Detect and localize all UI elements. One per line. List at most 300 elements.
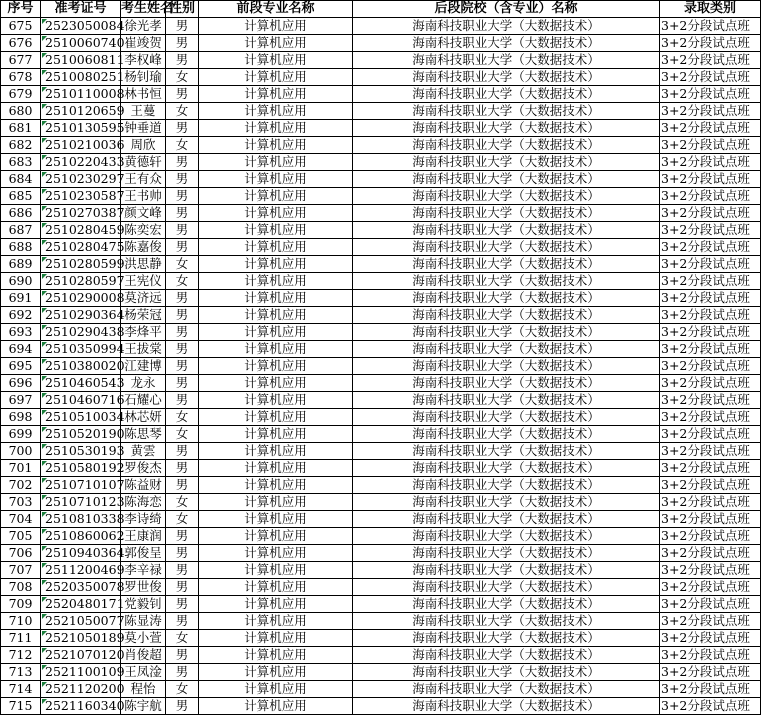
gender-cell: 男: [166, 358, 199, 375]
student-name-cell: 王凤淦: [121, 664, 166, 681]
row-index-cell: 708: [1, 579, 41, 596]
gender-cell: 女: [166, 256, 199, 273]
front-major-cell: 计算机应用: [199, 698, 353, 715]
gender-cell: 男: [166, 460, 199, 477]
gender-cell: 女: [166, 681, 199, 698]
table-row: [1, 375, 761, 392]
school-cell: 海南科技职业大学（大数据技术）: [353, 613, 660, 630]
student-name-cell: 李辛禄: [121, 562, 166, 579]
table-row: [1, 290, 761, 307]
row-index-cell: 714: [1, 681, 41, 698]
gender-cell: 男: [166, 562, 199, 579]
student-name-cell: 江建博: [121, 358, 166, 375]
exam-number-cell: 2521050077: [41, 613, 121, 630]
student-name-cell: 陈思琴: [121, 426, 166, 443]
front-major-cell: 计算机应用: [199, 239, 353, 256]
gender-cell: 女: [166, 273, 199, 290]
gender-cell: 男: [166, 171, 199, 188]
row-index-cell: 706: [1, 545, 41, 562]
exam-number-cell: 2510810338: [41, 511, 121, 528]
school-cell: 海南科技职业大学（大数据技术）: [353, 324, 660, 341]
category-cell: 3+2分段试点班: [660, 86, 761, 103]
category-cell: 3+2分段试点班: [660, 630, 761, 647]
front-major-cell: 计算机应用: [199, 613, 353, 630]
school-cell: 海南科技职业大学（大数据技术）: [353, 256, 660, 273]
table-row: [1, 171, 761, 188]
category-cell: 3+2分段试点班: [660, 256, 761, 273]
row-index-cell: 711: [1, 630, 41, 647]
school-cell: 海南科技职业大学（大数据技术）: [353, 188, 660, 205]
table-row: [1, 341, 761, 358]
school-cell: 海南科技职业大学（大数据技术）: [353, 171, 660, 188]
school-cell: 海南科技职业大学（大数据技术）: [353, 545, 660, 562]
row-index-cell: 700: [1, 443, 41, 460]
table-row: [1, 18, 761, 35]
gender-cell: 男: [166, 120, 199, 137]
col-gender-header: 性别: [166, 1, 199, 18]
gender-cell: 男: [166, 341, 199, 358]
exam-number-cell: 2510120659: [41, 103, 121, 120]
exam-number-cell: 2510380020: [41, 358, 121, 375]
front-major-cell: 计算机应用: [199, 681, 353, 698]
row-index-cell: 705: [1, 528, 41, 545]
header-row: [1, 1, 761, 18]
student-name-cell: 黄雲: [121, 443, 166, 460]
row-index-cell: 680: [1, 103, 41, 120]
gender-cell: 女: [166, 409, 199, 426]
exam-number-cell: 2510520190: [41, 426, 121, 443]
gender-cell: 男: [166, 35, 199, 52]
table-row: [1, 460, 761, 477]
row-index-cell: 695: [1, 358, 41, 375]
table-row: [1, 528, 761, 545]
category-cell: 3+2分段试点班: [660, 137, 761, 154]
school-cell: 海南科技职业大学（大数据技术）: [353, 477, 660, 494]
gender-cell: 男: [166, 579, 199, 596]
front-major-cell: 计算机应用: [199, 579, 353, 596]
table-row: [1, 681, 761, 698]
student-name-cell: 罗世俊: [121, 579, 166, 596]
student-name-cell: 洪思静: [121, 256, 166, 273]
gender-cell: 女: [166, 103, 199, 120]
front-major-cell: 计算机应用: [199, 52, 353, 69]
table-row: [1, 596, 761, 613]
row-index-cell: 707: [1, 562, 41, 579]
exam-number-cell: 2510280475: [41, 239, 121, 256]
category-cell: 3+2分段试点班: [660, 562, 761, 579]
exam-number-cell: 2520350078: [41, 579, 121, 596]
category-cell: 3+2分段试点班: [660, 69, 761, 86]
table-row: [1, 630, 761, 647]
gender-cell: 男: [166, 205, 199, 222]
front-major-cell: 计算机应用: [199, 630, 353, 647]
front-major-cell: 计算机应用: [199, 409, 353, 426]
table-row: [1, 222, 761, 239]
student-name-cell: 程怡: [121, 681, 166, 698]
table-row: [1, 494, 761, 511]
student-name-cell: 肖俊超: [121, 647, 166, 664]
student-name-cell: 李权峰: [121, 52, 166, 69]
student-name-cell: 莫济远: [121, 290, 166, 307]
front-major-cell: 计算机应用: [199, 137, 353, 154]
exam-number-cell: 2510290008: [41, 290, 121, 307]
category-cell: 3+2分段试点班: [660, 375, 761, 392]
front-major-cell: 计算机应用: [199, 120, 353, 137]
exam-number-cell: 2521050189: [41, 630, 121, 647]
school-cell: 海南科技职业大学（大数据技术）: [353, 86, 660, 103]
exam-number-cell: 2523050084: [41, 18, 121, 35]
gender-cell: 女: [166, 69, 199, 86]
category-cell: 3+2分段试点班: [660, 664, 761, 681]
school-cell: 海南科技职业大学（大数据技术）: [353, 222, 660, 239]
student-name-cell: 李诗绮: [121, 511, 166, 528]
gender-cell: 男: [166, 239, 199, 256]
table-row: [1, 358, 761, 375]
category-cell: 3+2分段试点班: [660, 392, 761, 409]
gender-cell: 女: [166, 511, 199, 528]
student-name-cell: 王书帅: [121, 188, 166, 205]
category-cell: 3+2分段试点班: [660, 222, 761, 239]
school-cell: 海南科技职业大学（大数据技术）: [353, 392, 660, 409]
school-cell: 海南科技职业大学（大数据技术）: [353, 18, 660, 35]
exam-number-cell: 2510460716: [41, 392, 121, 409]
student-name-cell: 周欣: [121, 137, 166, 154]
col-front-major-header: 前段专业名称: [199, 1, 353, 18]
front-major-cell: 计算机应用: [199, 18, 353, 35]
table-row: [1, 307, 761, 324]
school-cell: 海南科技职业大学（大数据技术）: [353, 120, 660, 137]
school-cell: 海南科技职业大学（大数据技术）: [353, 273, 660, 290]
category-cell: 3+2分段试点班: [660, 494, 761, 511]
row-index-cell: 684: [1, 171, 41, 188]
school-cell: 海南科技职业大学（大数据技术）: [353, 460, 660, 477]
category-cell: 3+2分段试点班: [660, 103, 761, 120]
table-row: [1, 69, 761, 86]
school-cell: 海南科技职业大学（大数据技术）: [353, 103, 660, 120]
front-major-cell: 计算机应用: [199, 188, 353, 205]
table-row: [1, 188, 761, 205]
front-major-cell: 计算机应用: [199, 273, 353, 290]
school-cell: 海南科技职业大学（大数据技术）: [353, 698, 660, 715]
school-cell: 海南科技职业大学（大数据技术）: [353, 375, 660, 392]
category-cell: 3+2分段试点班: [660, 545, 761, 562]
row-index-cell: 694: [1, 341, 41, 358]
gender-cell: 男: [166, 545, 199, 562]
table-row: [1, 443, 761, 460]
category-cell: 3+2分段试点班: [660, 171, 761, 188]
gender-cell: 女: [166, 494, 199, 511]
front-major-cell: 计算机应用: [199, 477, 353, 494]
category-cell: 3+2分段试点班: [660, 290, 761, 307]
exam-number-cell: 2510280597: [41, 273, 121, 290]
row-index-cell: 713: [1, 664, 41, 681]
student-name-cell: 王康润: [121, 528, 166, 545]
front-major-cell: 计算机应用: [199, 528, 353, 545]
exam-number-cell: 2510060811: [41, 52, 121, 69]
table-row: [1, 392, 761, 409]
exam-number-cell: 2510080251: [41, 69, 121, 86]
row-index-cell: 689: [1, 256, 41, 273]
category-cell: 3+2分段试点班: [660, 443, 761, 460]
school-cell: 海南科技职业大学（大数据技术）: [353, 494, 660, 511]
exam-number-cell: 2510860062: [41, 528, 121, 545]
category-cell: 3+2分段试点班: [660, 681, 761, 698]
front-major-cell: 计算机应用: [199, 426, 353, 443]
table-row: [1, 154, 761, 171]
exam-number-cell: 2510230297: [41, 171, 121, 188]
row-index-cell: 686: [1, 205, 41, 222]
gender-cell: 男: [166, 664, 199, 681]
exam-number-cell: 2510350994: [41, 341, 121, 358]
table-row: [1, 256, 761, 273]
table-row: [1, 579, 761, 596]
category-cell: 3+2分段试点班: [660, 120, 761, 137]
col-index-header: 序号: [1, 1, 41, 18]
category-cell: 3+2分段试点班: [660, 426, 761, 443]
table-header: [1, 1, 761, 18]
exam-number-cell: 2521100109: [41, 664, 121, 681]
student-name-cell: 陈奕宏: [121, 222, 166, 239]
student-name-cell: 林芯妍: [121, 409, 166, 426]
table-row: [1, 698, 761, 715]
exam-number-cell: 2521160340: [41, 698, 121, 715]
front-major-cell: 计算机应用: [199, 103, 353, 120]
row-index-cell: 693: [1, 324, 41, 341]
student-name-cell: 陈益财: [121, 477, 166, 494]
category-cell: 3+2分段试点班: [660, 52, 761, 69]
gender-cell: 男: [166, 222, 199, 239]
student-name-cell: 陈宇航: [121, 698, 166, 715]
student-name-cell: 钟垂道: [121, 120, 166, 137]
school-cell: 海南科技职业大学（大数据技术）: [353, 69, 660, 86]
school-cell: 海南科技职业大学（大数据技术）: [353, 35, 660, 52]
exam-number-cell: 2510210036: [41, 137, 121, 154]
student-name-cell: 杨钊瑜: [121, 69, 166, 86]
row-index-cell: 682: [1, 137, 41, 154]
school-cell: 海南科技职业大学（大数据技术）: [353, 528, 660, 545]
exam-number-cell: 2510230587: [41, 188, 121, 205]
category-cell: 3+2分段试点班: [660, 358, 761, 375]
category-cell: 3+2分段试点班: [660, 409, 761, 426]
row-index-cell: 683: [1, 154, 41, 171]
row-index-cell: 715: [1, 698, 41, 715]
row-index-cell: 703: [1, 494, 41, 511]
gender-cell: 男: [166, 528, 199, 545]
exam-number-cell: 2520480171: [41, 596, 121, 613]
exam-number-cell: 2510460543: [41, 375, 121, 392]
gender-cell: 女: [166, 630, 199, 647]
school-cell: 海南科技职业大学（大数据技术）: [353, 664, 660, 681]
exam-number-cell: 2510110008: [41, 86, 121, 103]
exam-number-cell: 2510710107: [41, 477, 121, 494]
exam-number-cell: 2510940364: [41, 545, 121, 562]
front-major-cell: 计算机应用: [199, 358, 353, 375]
exam-number-cell: 2510280459: [41, 222, 121, 239]
student-name-cell: 陈显涛: [121, 613, 166, 630]
front-major-cell: 计算机应用: [199, 392, 353, 409]
category-cell: 3+2分段试点班: [660, 596, 761, 613]
front-major-cell: 计算机应用: [199, 511, 353, 528]
table-row: [1, 545, 761, 562]
table-row: [1, 273, 761, 290]
front-major-cell: 计算机应用: [199, 375, 353, 392]
row-index-cell: 712: [1, 647, 41, 664]
student-name-cell: 王拔棠: [121, 341, 166, 358]
table-row: [1, 613, 761, 630]
category-cell: 3+2分段试点班: [660, 273, 761, 290]
exam-number-cell: 2521070120: [41, 647, 121, 664]
school-cell: 海南科技职业大学（大数据技术）: [353, 409, 660, 426]
front-major-cell: 计算机应用: [199, 154, 353, 171]
category-cell: 3+2分段试点班: [660, 460, 761, 477]
category-cell: 3+2分段试点班: [660, 698, 761, 715]
gender-cell: 男: [166, 307, 199, 324]
exam-number-cell: 2510580192: [41, 460, 121, 477]
gender-cell: 男: [166, 698, 199, 715]
exam-number-cell: 2521120200: [41, 681, 121, 698]
front-major-cell: 计算机应用: [199, 290, 353, 307]
gender-cell: 女: [166, 137, 199, 154]
student-name-cell: 徐光孝: [121, 18, 166, 35]
front-major-cell: 计算机应用: [199, 494, 353, 511]
row-index-cell: 691: [1, 290, 41, 307]
category-cell: 3+2分段试点班: [660, 528, 761, 545]
front-major-cell: 计算机应用: [199, 341, 353, 358]
gender-cell: 男: [166, 477, 199, 494]
table-row: [1, 120, 761, 137]
exam-number-cell: 2511200469: [41, 562, 121, 579]
category-cell: 3+2分段试点班: [660, 579, 761, 596]
gender-cell: 男: [166, 647, 199, 664]
table-row: [1, 52, 761, 69]
row-index-cell: 675: [1, 18, 41, 35]
front-major-cell: 计算机应用: [199, 171, 353, 188]
exam-number-cell: 2510290438: [41, 324, 121, 341]
table-row: [1, 239, 761, 256]
table-row: [1, 137, 761, 154]
row-index-cell: 702: [1, 477, 41, 494]
row-index-cell: 699: [1, 426, 41, 443]
school-cell: 海南科技职业大学（大数据技术）: [353, 681, 660, 698]
gender-cell: 男: [166, 392, 199, 409]
table-row: [1, 205, 761, 222]
category-cell: 3+2分段试点班: [660, 188, 761, 205]
front-major-cell: 计算机应用: [199, 307, 353, 324]
front-major-cell: 计算机应用: [199, 86, 353, 103]
student-name-cell: 黄德轩: [121, 154, 166, 171]
col-exam-number-header: 准考证号: [41, 1, 121, 18]
category-cell: 3+2分段试点班: [660, 511, 761, 528]
table-row: [1, 511, 761, 528]
student-name-cell: 杨荣冠: [121, 307, 166, 324]
school-cell: 海南科技职业大学（大数据技术）: [353, 647, 660, 664]
gender-cell: 男: [166, 375, 199, 392]
gender-cell: 男: [166, 596, 199, 613]
row-index-cell: 681: [1, 120, 41, 137]
table-row: [1, 647, 761, 664]
student-name-cell: 王蔓: [121, 103, 166, 120]
front-major-cell: 计算机应用: [199, 324, 353, 341]
row-index-cell: 696: [1, 375, 41, 392]
front-major-cell: 计算机应用: [199, 562, 353, 579]
front-major-cell: 计算机应用: [199, 647, 353, 664]
exam-number-cell: 2510130595: [41, 120, 121, 137]
table-row: [1, 477, 761, 494]
exam-number-cell: 2510280599: [41, 256, 121, 273]
gender-cell: 男: [166, 443, 199, 460]
student-name-cell: 林书恒: [121, 86, 166, 103]
table-row: [1, 409, 761, 426]
category-cell: 3+2分段试点班: [660, 205, 761, 222]
row-index-cell: 697: [1, 392, 41, 409]
row-index-cell: 685: [1, 188, 41, 205]
school-cell: 海南科技职业大学（大数据技术）: [353, 137, 660, 154]
gender-cell: 男: [166, 290, 199, 307]
school-cell: 海南科技职业大学（大数据技术）: [353, 596, 660, 613]
table-row: [1, 324, 761, 341]
student-name-cell: 颜文峰: [121, 205, 166, 222]
gender-cell: 男: [166, 613, 199, 630]
exam-number-cell: 2510290364: [41, 307, 121, 324]
front-major-cell: 计算机应用: [199, 596, 353, 613]
student-name-cell: 龙永: [121, 375, 166, 392]
category-cell: 3+2分段试点班: [660, 35, 761, 52]
school-cell: 海南科技职业大学（大数据技术）: [353, 341, 660, 358]
student-name-cell: 罗俊杰: [121, 460, 166, 477]
school-cell: 海南科技职业大学（大数据技术）: [353, 290, 660, 307]
row-index-cell: 687: [1, 222, 41, 239]
school-cell: 海南科技职业大学（大数据技术）: [353, 358, 660, 375]
table-row: [1, 86, 761, 103]
table-row: [1, 35, 761, 52]
school-cell: 海南科技职业大学（大数据技术）: [353, 511, 660, 528]
row-index-cell: 690: [1, 273, 41, 290]
row-index-cell: 698: [1, 409, 41, 426]
school-cell: 海南科技职业大学（大数据技术）: [353, 239, 660, 256]
table-row: [1, 562, 761, 579]
school-cell: 海南科技职业大学（大数据技术）: [353, 443, 660, 460]
gender-cell: 男: [166, 18, 199, 35]
exam-number-cell: 2510060740: [41, 35, 121, 52]
school-cell: 海南科技职业大学（大数据技术）: [353, 307, 660, 324]
row-index-cell: 704: [1, 511, 41, 528]
exam-number-cell: 2510510034: [41, 409, 121, 426]
category-cell: 3+2分段试点班: [660, 18, 761, 35]
student-name-cell: 陈海恋: [121, 494, 166, 511]
student-name-cell: 崔竣贺: [121, 35, 166, 52]
category-cell: 3+2分段试点班: [660, 613, 761, 630]
front-major-cell: 计算机应用: [199, 205, 353, 222]
row-index-cell: 676: [1, 35, 41, 52]
student-name-cell: 王宪仪: [121, 273, 166, 290]
front-major-cell: 计算机应用: [199, 256, 353, 273]
gender-cell: 女: [166, 426, 199, 443]
school-cell: 海南科技职业大学（大数据技术）: [353, 154, 660, 171]
category-cell: 3+2分段试点班: [660, 324, 761, 341]
row-index-cell: 692: [1, 307, 41, 324]
front-major-cell: 计算机应用: [199, 69, 353, 86]
row-index-cell: 678: [1, 69, 41, 86]
student-name-cell: 党毅钊: [121, 596, 166, 613]
school-cell: 海南科技职业大学（大数据技术）: [353, 426, 660, 443]
row-index-cell: 679: [1, 86, 41, 103]
row-index-cell: 688: [1, 239, 41, 256]
category-cell: 3+2分段试点班: [660, 307, 761, 324]
gender-cell: 男: [166, 188, 199, 205]
exam-number-cell: 2510270387: [41, 205, 121, 222]
student-name-cell: 莫小萱: [121, 630, 166, 647]
gender-cell: 男: [166, 324, 199, 341]
